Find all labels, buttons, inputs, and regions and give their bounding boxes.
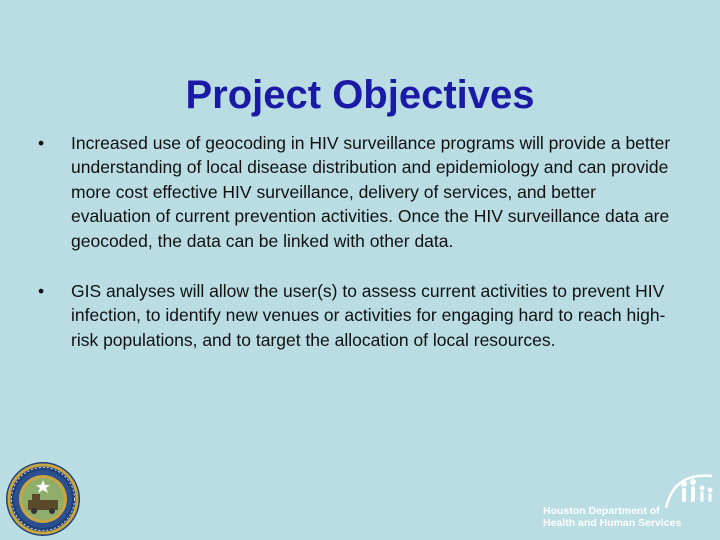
department-name-line-2: Health and Human Services [543,517,682,529]
bullet-marker: • [38,133,45,153]
bullet-text: GIS analyses will allow the user(s) to assess current activities to prevent HIV infection, to identify new venues or activities for engaging hard to reach high-risk populations, and to target the allocation of local resources. [71,281,666,350]
city-seal-icon [4,460,82,538]
bullet-item [38,131,678,253]
bullet-list [38,131,678,352]
department-name-line-1: Houston Department of [543,505,660,517]
department-logo-text [543,505,718,529]
bullet-text: Increased use of geocoding in HIV surveillance programs will provide a better understanding of local disease distribution and epidemiology and can provide more cost effective HIV surveillance, delivery of services, and better evaluation of current prevention activities. Once the HIV surveillance data are geocoded, the data can be linked with other data. [71,133,671,251]
bullet-marker: • [38,281,45,302]
bullet-item [38,279,678,352]
family-figures-icon [660,470,718,510]
slide-title: Project Objectives [185,72,535,117]
